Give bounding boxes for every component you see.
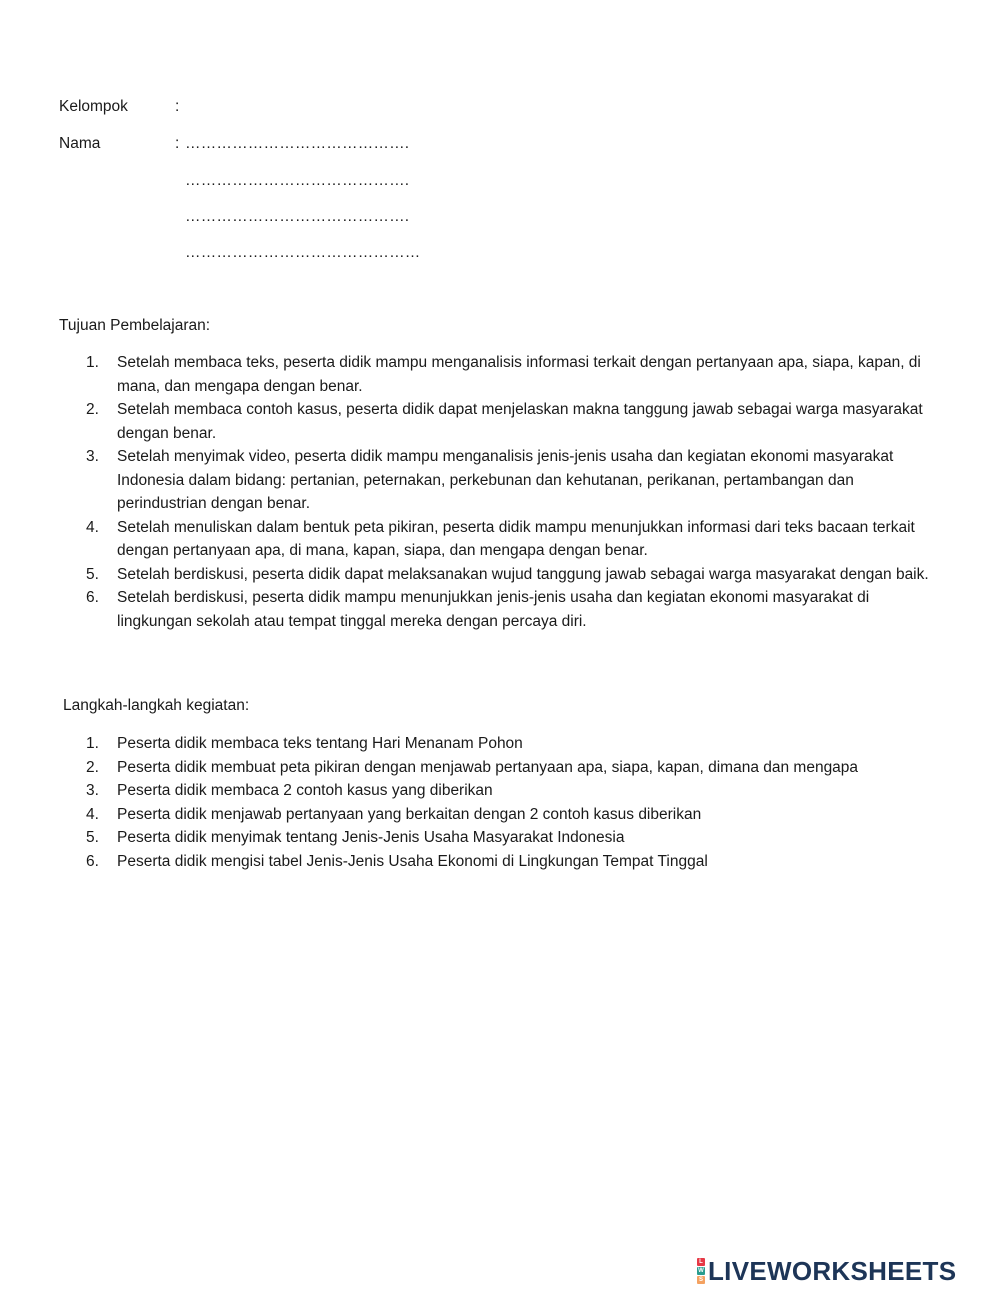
logo-text: LIVEWORKSHEETS xyxy=(708,1256,957,1286)
name-label: Nama xyxy=(59,135,101,152)
name-blank-3[interactable]: ……………………………………. xyxy=(185,208,410,225)
list-item xyxy=(86,826,946,850)
item-number: 2. xyxy=(86,401,99,418)
list-item xyxy=(86,756,946,780)
item-number: 2. xyxy=(86,758,99,776)
steps-list xyxy=(86,732,946,873)
list-item xyxy=(86,850,946,874)
list-item xyxy=(86,398,946,445)
item-number: 6. xyxy=(86,589,99,606)
item-number: 1. xyxy=(86,735,99,752)
list-item xyxy=(86,516,946,563)
objectives-heading: Tujuan Pembelajaran: xyxy=(59,317,211,334)
logo-blocks-icon xyxy=(697,1258,705,1284)
group-colon: : xyxy=(175,98,180,115)
item-text: Setelah membaca teks, peserta didik mampu menganalisis informasi terkait dengan pertanyaan apa, siapa, kapan, di mana, dan mengapa dengan benar. xyxy=(117,354,921,395)
list-item xyxy=(86,586,946,633)
steps-heading: Langkah-langkah kegiatan: xyxy=(63,697,250,714)
list-item xyxy=(86,803,946,827)
list-item xyxy=(86,563,946,587)
liveworksheets-logo xyxy=(697,1257,956,1285)
item-number: 5. xyxy=(86,829,99,846)
group-label: Kelompok xyxy=(59,98,128,115)
item-text: Peserta didik menjawab pertanyaan yang berkaitan dengan 2 contoh kasus diberikan xyxy=(117,805,702,823)
logo-block: W xyxy=(698,1268,704,1274)
list-item xyxy=(86,351,946,398)
item-number: 3. xyxy=(86,782,99,799)
item-text: Peserta didik membuat peta pikiran dengan menjawab pertanyaan apa, siapa, kapan, dimana dan mengapa xyxy=(117,758,859,776)
item-number: 3. xyxy=(86,448,99,465)
logo-block: S xyxy=(698,1277,703,1283)
item-text: Setelah berdiskusi, peserta didik dapat melaksanakan wujud tanggung jawab sebagai warga masyarakat dengan baik. xyxy=(117,565,929,583)
list-item xyxy=(86,445,946,516)
item-number: 4. xyxy=(86,805,99,823)
item-text: Setelah menuliskan dalam bentuk peta pikiran, peserta didik mampu menunjukkan informasi dari teks bacaan terkait dengan pertanyaan apa, di mana, kapan, siapa, dan mengapa dengan benar. xyxy=(117,518,915,559)
logo-block: L xyxy=(697,1258,705,1266)
item-number: 1. xyxy=(86,354,99,371)
name-blank-1[interactable]: ……………………………………. xyxy=(185,135,410,152)
item-text: Peserta didik mengisi tabel Jenis-Jenis Usaha Ekonomi di Lingkungan Tempat Tinggal xyxy=(117,852,708,870)
objectives-list xyxy=(86,351,946,633)
item-text: Setelah menyimak video, peserta didik mampu menganalisis jenis-jenis usaha dan kegiatan ekonomi masyarakat Indonesia dalam bidang: pertanian, peternakan, perkebunan dan kehutanan, perikanan, pertambangan dan perindustrian dengan benar. xyxy=(117,448,894,512)
list-item xyxy=(86,732,946,756)
item-text: Setelah berdiskusi, peserta didik mampu menunjukkan jenis-jenis usaha dan kegiatan ekonomi masyarakat di lingkungan sekolah atau tempat tinggal mereka dengan percaya diri. xyxy=(117,589,870,630)
list-item xyxy=(86,779,946,803)
item-text: Peserta didik membaca 2 contoh kasus yang diberikan xyxy=(117,782,493,799)
item-text: Peserta didik membaca teks tentang Hari Menanam Pohon xyxy=(117,735,523,752)
item-text: Peserta didik menyimak tentang Jenis-Jenis Usaha Masyarakat Indonesia xyxy=(117,829,625,846)
item-number: 5. xyxy=(86,565,99,583)
name-blank-2[interactable]: ……………………………………. xyxy=(185,172,410,189)
item-number: 4. xyxy=(86,518,99,536)
name-blank-4[interactable]: ……………………………………… xyxy=(185,244,421,261)
item-number: 6. xyxy=(86,852,99,870)
name-colon: : xyxy=(175,135,180,152)
item-text: Setelah membaca contoh kasus, peserta didik dapat menjelaskan makna tanggung jawab sebagai warga masyarakat dengan benar. xyxy=(117,401,923,442)
